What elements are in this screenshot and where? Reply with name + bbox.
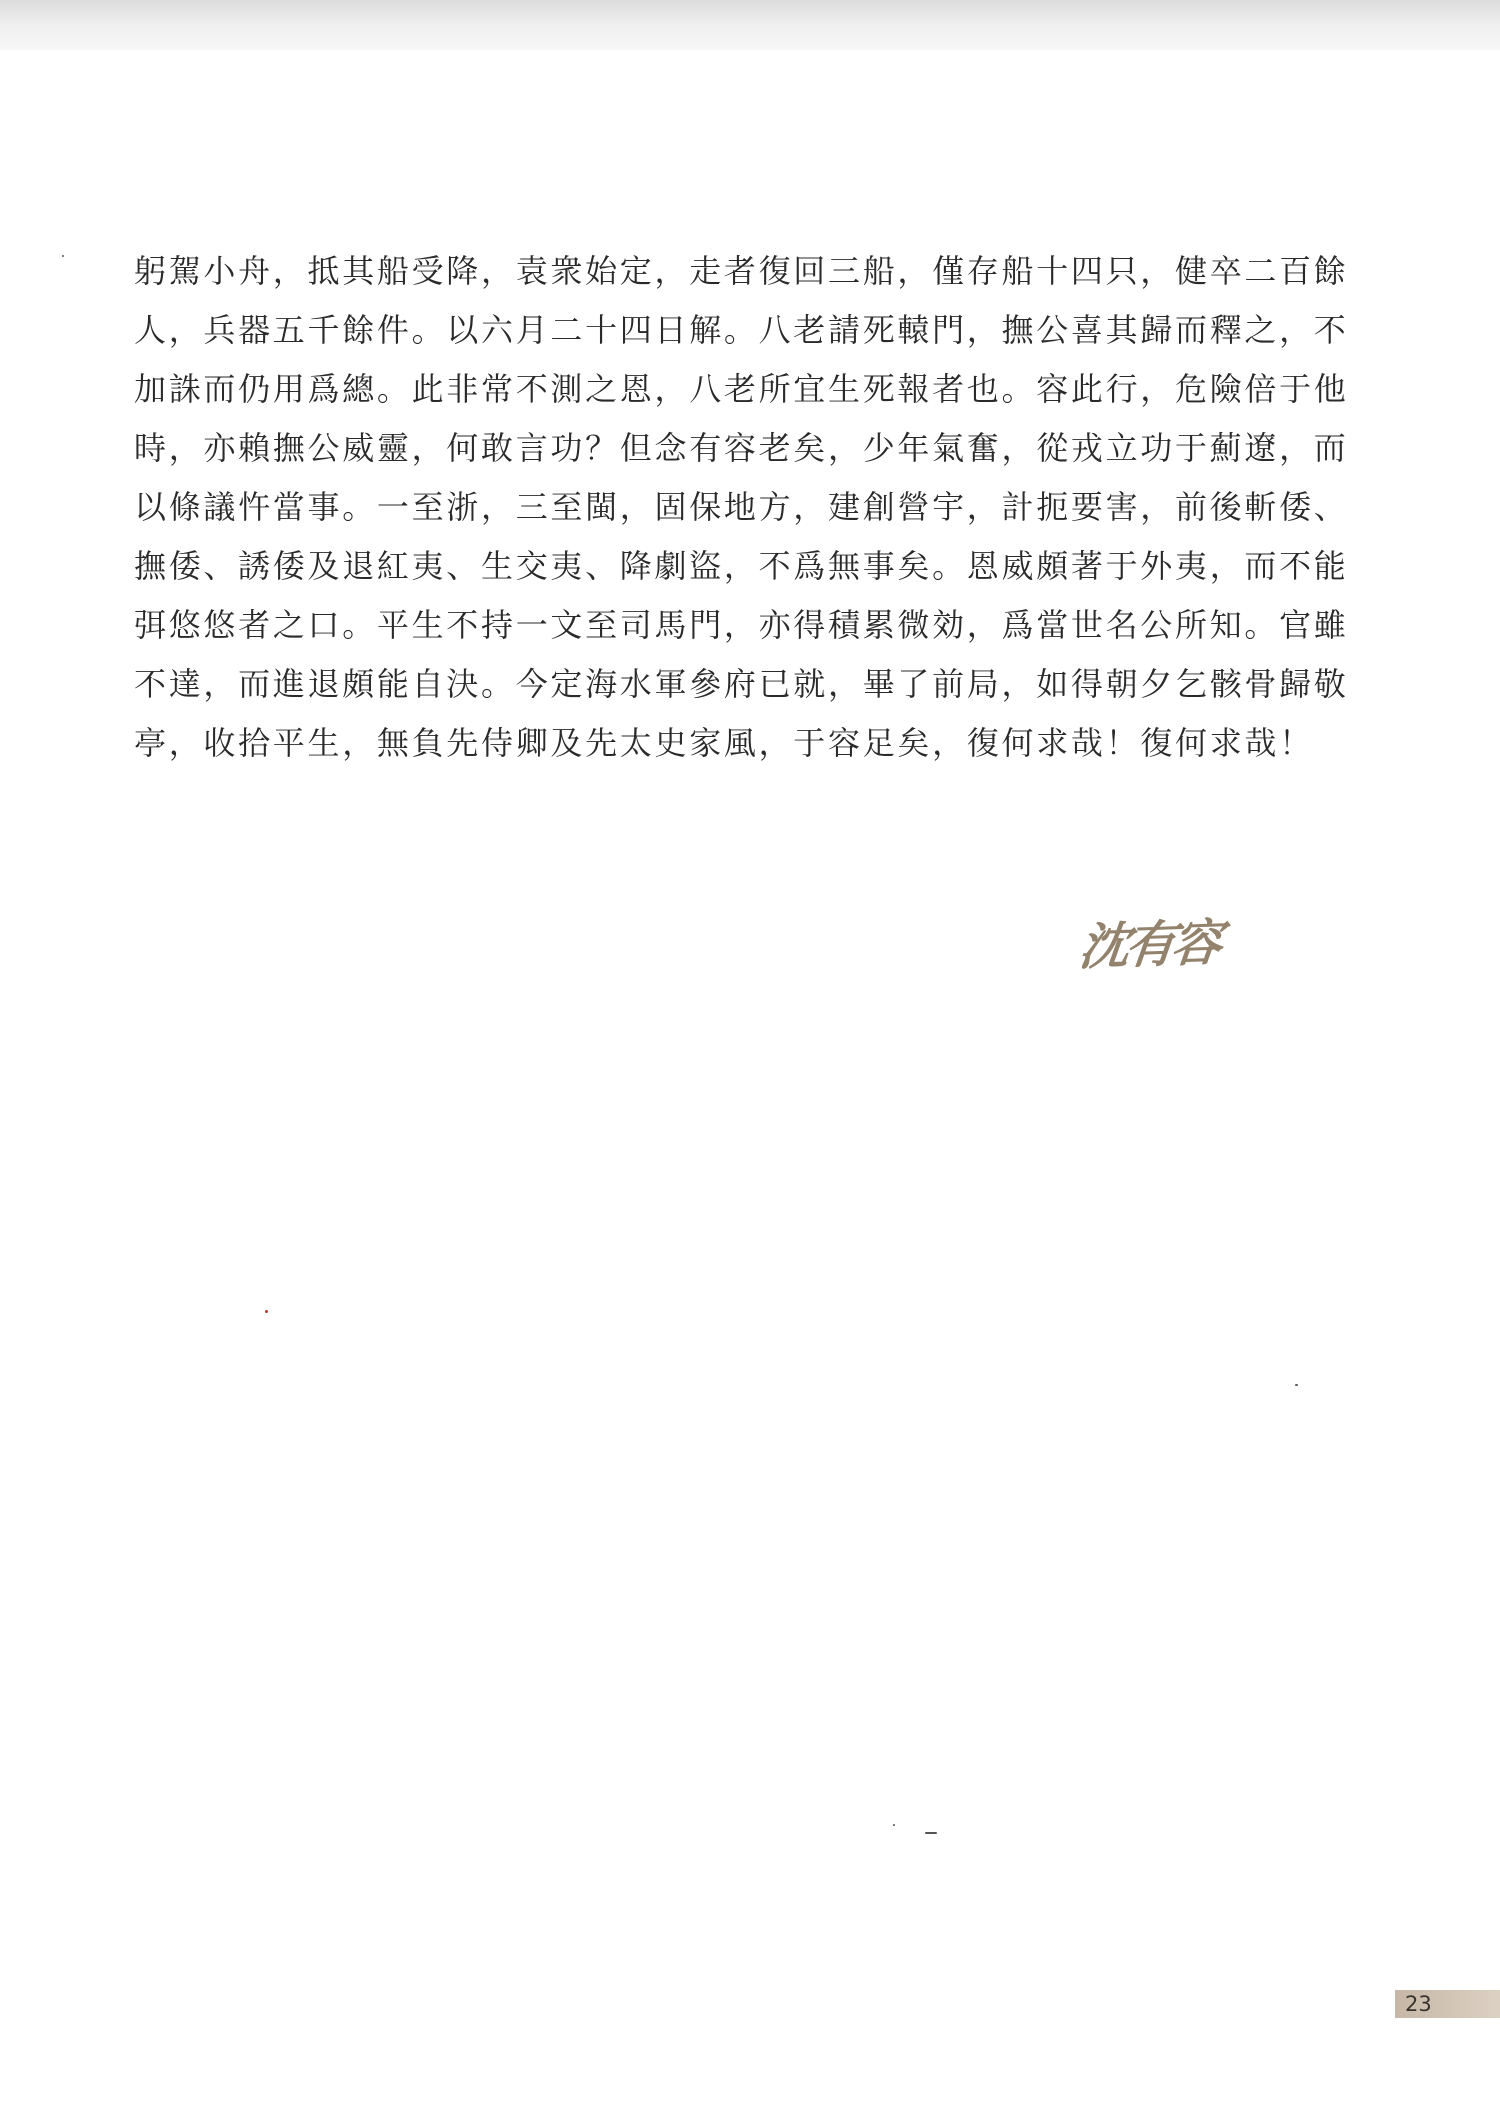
text-line: 亭，收拾平生，無負先侍卿及先太史家風，于容足矣，復何求哉！復何求哉！ — [134, 724, 1314, 762]
scan-top-edge — [0, 0, 1500, 50]
scan-speck — [1295, 1384, 1298, 1386]
scan-speck — [925, 1832, 937, 1834]
text-line: 時，亦賴撫公威靈，何敢言功？但念有容老矣，少年氣奮，從戎立功于薊遼，而 — [134, 429, 1349, 467]
page-number-tab — [1395, 1990, 1500, 2018]
scan-speck — [893, 1824, 895, 1826]
text-line: 躬駕小舟，抵其船受降，袁衆始定，走者復回三船，僅存船十四只，健卒二百餘 — [134, 252, 1349, 290]
text-line: 以條議忤當事。一至浙，三至閩，固保地方，建創營宇，計扼要害，前後斬倭、 — [134, 488, 1349, 526]
text-line: 撫倭、誘倭及退紅夷、生交夷、降劇盜，不爲無事矣。恩威頗著于外夷，而不能 — [134, 547, 1349, 585]
scan-speck — [265, 1310, 268, 1313]
text-line: 加誅而仍用爲總。此非常不測之恩，八老所宜生死報者也。容此行，危險倍于他 — [134, 370, 1349, 408]
text-line: 不達，而進退頗能自決。今定海水軍參府已就，畢了前局，如得朝夕乞骸骨歸敬 — [134, 665, 1349, 703]
page-number: 23 — [1405, 1992, 1432, 2016]
text-line: 弭悠悠者之口。平生不持一文至司馬門，亦得積累微効，爲當世名公所知。官雖 — [134, 606, 1349, 644]
body-paragraph — [134, 242, 1349, 773]
text-line: 人，兵器五千餘件。以六月二十四日解。八老請死轅門，撫公喜其歸而釋之，不 — [134, 311, 1349, 349]
scan-speck — [62, 255, 64, 257]
handwritten-signature: 沈有容 — [1076, 912, 1222, 977]
